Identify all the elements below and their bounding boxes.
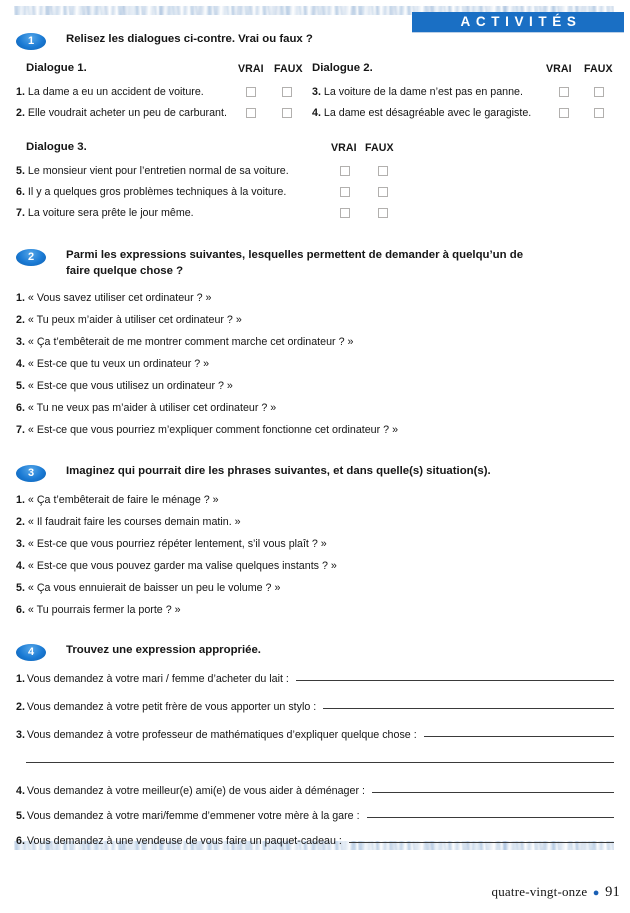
item-number: 3. (16, 336, 25, 348)
answer-blank-line[interactable] (296, 680, 614, 681)
dialogue-1-title: Dialogue 1. (26, 62, 87, 74)
fill-in-row (16, 835, 614, 848)
list-item (16, 604, 181, 617)
item-text: « Est-ce que vous pourriez répéter lentement, s’il vous plaît ? » (27, 538, 327, 550)
dialogue-3-question-6 (16, 186, 286, 199)
dialogue-2-title: Dialogue 2. (312, 62, 373, 74)
item-text: « Est-ce que vous pouvez garder ma valise quelques instants ? » (27, 560, 337, 572)
dialogue-3-q5-faux-checkbox[interactable] (378, 166, 388, 176)
question-number: 1. (16, 86, 25, 98)
item-text: « Il faudrait faire les courses demain matin. » (27, 516, 241, 528)
fill-in-row (16, 673, 614, 686)
item-text: « Ça t’embêterait de faire le ménage ? » (27, 494, 219, 506)
item-number: 6. (16, 402, 25, 414)
question-number: 4. (312, 107, 321, 119)
dialogue-3-question-5 (16, 165, 289, 178)
dialogue-1-question-2 (16, 107, 227, 120)
dialogue-2-q3-vrai-checkbox[interactable] (559, 87, 569, 97)
item-text: Vous demandez à votre mari / femme d’acheter du lait : (26, 673, 289, 685)
item-number: 2. (16, 701, 25, 713)
question-number: 5. (16, 165, 25, 177)
item-number: 3. (16, 538, 25, 550)
fill-in-row (16, 701, 614, 714)
answer-blank-line[interactable] (349, 842, 614, 843)
list-item (16, 358, 209, 371)
exercise-4 (0, 643, 630, 661)
question-text: La dame a eu un accident de voiture. (27, 86, 204, 98)
item-text: « Tu ne veux pas m’aider à utiliser cet ordinateur ? » (27, 402, 277, 414)
list-item (16, 538, 327, 551)
page-footer (492, 884, 620, 901)
item-number: 6. (16, 604, 25, 616)
item-number: 5. (16, 582, 25, 594)
item-text: « Tu peux m’aider à utiliser cet ordinateur ? » (27, 314, 242, 326)
exercise-1-header (0, 32, 630, 50)
answer-blank-continuation-line[interactable] (26, 762, 614, 763)
dialogue-1-faux-header: FAUX (274, 63, 303, 75)
item-text: Vous demandez à votre meilleur(e) ami(e) de vous aider à déménager : (26, 785, 365, 797)
dialogue-1-vrai-header: VRAI (238, 63, 264, 75)
item-text: Vous demandez à votre professeur de mathématiques d’expliquer quelque chose : (26, 729, 417, 741)
exercise-number-badge: 1 (16, 33, 46, 50)
footer-separator-dot: ● (592, 887, 600, 899)
item-text: « Tu pourrais fermer la porte ? » (27, 604, 181, 616)
dialogue-1-question-1 (16, 86, 204, 99)
question-number: 3. (312, 86, 321, 98)
activites-banner: ACTIVITÉS (412, 12, 624, 32)
fill-in-row (16, 810, 614, 823)
item-text: Vous demandez à une vendeuse de vous faire un paquet-cadeau : (26, 835, 342, 847)
dialogue-3-faux-header: FAUX (365, 142, 394, 154)
dialogue-3-vrai-header: VRAI (331, 142, 357, 154)
item-number: 6. (16, 835, 25, 847)
exercise-1 (0, 32, 630, 50)
list-item (16, 560, 337, 573)
dialogue-1-q2-faux-checkbox[interactable] (282, 108, 292, 118)
exercise-2-instruction: Parmi les expressions suivantes, lesquelles permettent de demander à quelqu’un de faire quelque chose ? (66, 249, 524, 277)
list-item (16, 336, 353, 349)
item-number: 2. (16, 516, 25, 528)
answer-blank-line[interactable] (323, 708, 614, 709)
item-number: 2. (16, 314, 25, 326)
item-number: 4. (16, 560, 25, 572)
list-item (16, 516, 241, 529)
answer-blank-line[interactable] (372, 792, 614, 793)
dialogue-2-question-4 (312, 107, 531, 120)
item-number: 4. (16, 785, 25, 797)
list-item (16, 424, 398, 437)
dialogue-3-q6-faux-checkbox[interactable] (378, 187, 388, 197)
question-text: Il y a quelques gros problèmes techniques à la voiture. (27, 186, 287, 198)
item-number: 1. (16, 494, 25, 506)
answer-blank-line[interactable] (367, 817, 614, 818)
list-item (16, 292, 211, 305)
question-number: 6. (16, 186, 25, 198)
dialogue-1-q1-vrai-checkbox[interactable] (246, 87, 256, 97)
question-text: La dame est désagréable avec le garagiste. (323, 107, 532, 119)
item-number: 7. (16, 424, 25, 436)
dialogue-3-q7-vrai-checkbox[interactable] (340, 208, 350, 218)
exercise-4-header (0, 643, 630, 661)
item-number: 1. (16, 292, 25, 304)
page-number: 91 (605, 884, 620, 900)
dialogue-3-q7-faux-checkbox[interactable] (378, 208, 388, 218)
exercise-3-instruction: Imaginez qui pourrait dire les phrases suivantes, et dans quelle(s) situation(s). (66, 465, 491, 477)
exercise-3 (0, 464, 630, 482)
dialogue-3-question-7 (16, 207, 194, 220)
exercise-1-instruction: Relisez les dialogues ci-contre. Vrai ou faux ? (66, 33, 313, 45)
question-number: 2. (16, 107, 25, 119)
question-text: Le monsieur vient pour l’entretien normal de sa voiture. (27, 165, 289, 177)
dialogue-2-question-3 (312, 86, 523, 99)
dialogue-2-q3-faux-checkbox[interactable] (594, 87, 604, 97)
dialogue-3-title: Dialogue 3. (26, 141, 87, 153)
question-text: Elle voudrait acheter un peu de carburant. (27, 107, 227, 119)
fill-in-row (16, 729, 614, 742)
dialogue-3-q5-vrai-checkbox[interactable] (340, 166, 350, 176)
item-text: « Est-ce que vous utilisez un ordinateur ? » (27, 380, 233, 392)
list-item (16, 494, 219, 507)
item-text: « Vous savez utiliser cet ordinateur ? » (27, 292, 212, 304)
dialogue-2-q4-vrai-checkbox[interactable] (559, 108, 569, 118)
item-number: 3. (16, 729, 25, 741)
item-text: « Ça vous ennuierait de baisser un peu le volume ? » (27, 582, 281, 594)
answer-blank-line[interactable] (424, 736, 614, 737)
fill-in-row (16, 785, 614, 798)
item-text: Vous demandez à votre petit frère de vous apporter un stylo : (26, 701, 317, 713)
list-item (16, 314, 242, 327)
exercise-2 (0, 248, 630, 279)
page-word: quatre-vingt-onze (491, 884, 588, 899)
dialogue-1-q1-faux-checkbox[interactable] (282, 87, 292, 97)
list-item (16, 582, 280, 595)
dialogue-3-q6-vrai-checkbox[interactable] (340, 187, 350, 197)
exercise-number-badge: 2 (16, 249, 46, 266)
item-text: « Est-ce que tu veux un ordinateur ? » (27, 358, 210, 370)
item-text: Vous demandez à votre mari/femme d’emmener votre mère à la gare : (26, 810, 360, 822)
dialogue-2-vrai-header: VRAI (546, 63, 572, 75)
dialogue-1-q2-vrai-checkbox[interactable] (246, 108, 256, 118)
question-text: La voiture de la dame n’est pas en panne. (323, 86, 523, 98)
item-number: 5. (16, 810, 25, 822)
item-number: 4. (16, 358, 25, 370)
exercise-number-badge: 4 (16, 644, 46, 661)
list-item (16, 380, 233, 393)
exercise-3-header (0, 464, 630, 482)
item-text: « Est-ce que vous pourriez m’expliquer comment fonctionne cet ordinateur ? » (27, 424, 399, 436)
exercise-4-instruction: Trouvez une expression appropriée. (66, 644, 261, 656)
exercise-number-badge: 3 (16, 465, 46, 482)
exercise-2-header (0, 248, 630, 279)
question-number: 7. (16, 207, 25, 219)
item-number: 5. (16, 380, 25, 392)
dialogue-2-q4-faux-checkbox[interactable] (594, 108, 604, 118)
list-item (16, 402, 276, 415)
question-text: La voiture sera prête le jour même. (27, 207, 194, 219)
item-text: « Ça t’embêterait de me montrer comment marche cet ordinateur ? » (27, 336, 354, 348)
item-number: 1. (16, 673, 25, 685)
dialogue-2-faux-header: FAUX (584, 63, 613, 75)
